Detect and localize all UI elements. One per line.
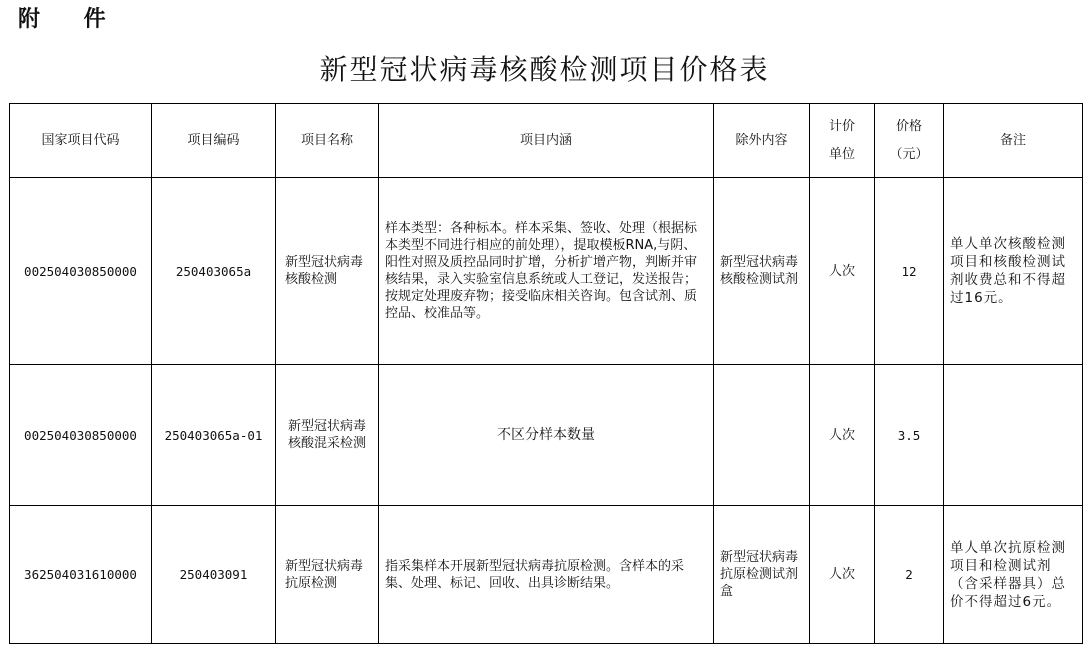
header-price-line1: 价格 [895,118,922,134]
content-text: 指采集样本开展新型冠状病毒抗原检测。含样本的采集、处理、标记、回收、出具诊断结果。 [385,558,685,591]
header-remarks: 备注 [944,104,1083,178]
header-price [875,104,944,178]
remarks-text: 单人单次核酸检测项目和核酸检测试剂收费总和不得超过16元。 [950,236,1066,306]
price-table [9,103,1083,644]
cell-price: 3.5 [875,365,944,506]
cell-item-code: 250403065a-01 [152,365,276,506]
cell-item-name: 新型冠状病毒抗原检测 [276,506,379,644]
table-row [10,506,1083,644]
remarks-text: 单人单次抗原检测项目和检测试剂（含采样器具）总价不得超过6元。 [950,539,1066,610]
cell-price: 12 [875,178,944,365]
header-item-name: 项目名称 [276,104,379,178]
cell-exclusions: 新型冠状病毒核酸检测试剂 [714,178,810,365]
cell-price: 2 [875,506,944,644]
cell-content [379,178,714,365]
table-row [10,365,1083,506]
table-row [10,178,1083,365]
header-unit-line1: 计价 [828,118,855,134]
page-title: 新型冠状病毒核酸检测项目价格表 [319,53,770,86]
header-price-line2: （元） [889,146,929,162]
cell-item-code: 250403091 [152,506,276,644]
header-exclusions: 除外内容 [714,104,810,178]
header-unit-line2: 单位 [828,146,855,162]
cell-content [379,506,714,644]
cell-unit: 人次 [810,365,875,506]
cell-remarks [944,506,1083,644]
cell-item-name: 新型冠状病毒核酸检测 [276,178,379,365]
content-text: 样本类型：各种标本。样本采集、签收、处理（根据标本类型不同进行相应的前处理），提取模板RNA,与阴、阳性对照及质控品同时扩增，分析扩增产物，判断并审核结果，录入实验室信息系统或人工登记，发送报告；按规定处理废弃物；接受临床相关咨询。包含试剂、质控品、校准品等。 [385,221,698,321]
cell-national-code: 362504031610000 [10,506,152,644]
cell-remarks [944,365,1083,506]
cell-national-code: 002504030850000 [10,178,152,365]
table-header-row [10,104,1083,178]
cell-national-code: 002504030850000 [10,365,152,506]
cell-item-code: 250403065a [152,178,276,365]
cell-item-name: 新型冠状病毒核酸混采检测 [276,365,379,506]
cell-exclusions: 新型冠状病毒抗原检测试剂盒 [714,506,810,644]
header-content: 项目内涵 [379,104,714,178]
cell-exclusions [714,365,810,506]
annex-label: 附 件 [18,6,124,32]
cell-remarks [944,178,1083,365]
cell-unit: 人次 [810,178,875,365]
header-national-code: 国家项目代码 [10,104,152,178]
header-item-code: 项目编码 [152,104,276,178]
cell-content: 不区分样本数量 [379,365,714,506]
header-unit [810,104,875,178]
cell-unit: 人次 [810,506,875,644]
